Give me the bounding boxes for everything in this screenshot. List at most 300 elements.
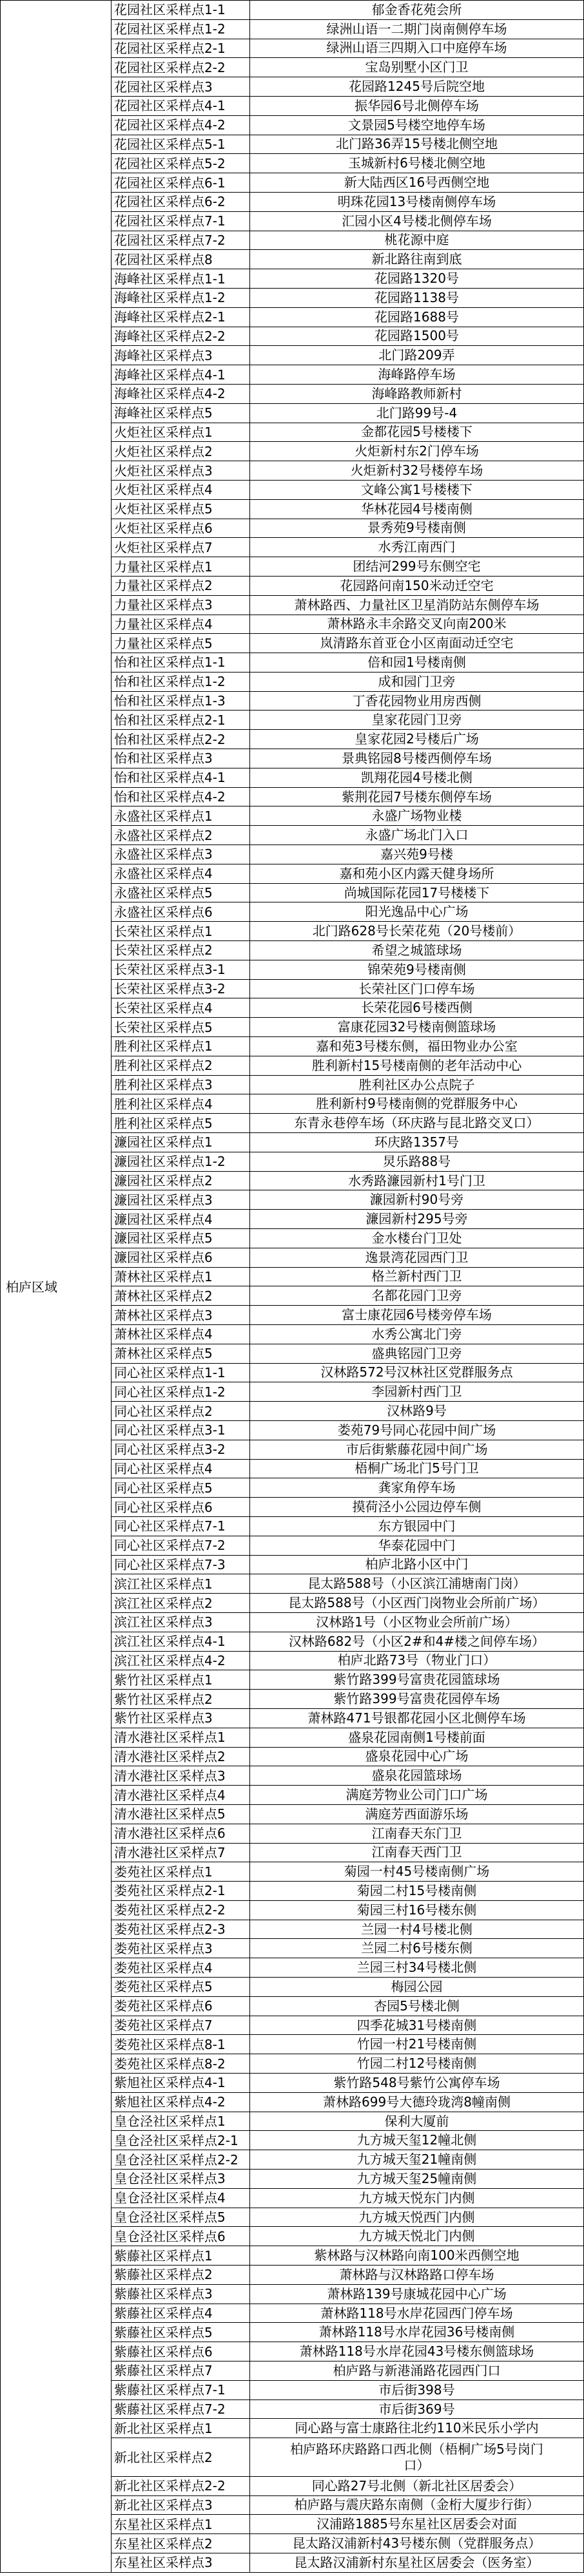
- sampling-location: [250, 308, 584, 327]
- sampling-point-name: 胜利社区采样点4: [112, 1094, 250, 1113]
- sampling-point-name: 娄苑社区采样点7: [112, 2016, 250, 2035]
- sampling-point-name: 紫藤社区采样点6: [112, 2342, 250, 2361]
- table-row: [112, 788, 584, 807]
- sampling-location-text: 九方城天玺25幢南侧: [356, 2170, 477, 2186]
- table-row: [112, 1613, 584, 1632]
- sampling-point-name: 娄苑社区采样点6: [112, 1997, 250, 2016]
- sampling-location: [250, 2361, 584, 2380]
- table-row: [112, 1939, 584, 1958]
- sampling-location: [250, 749, 584, 768]
- sampling-location: [250, 1037, 584, 1056]
- table-row: [112, 941, 584, 960]
- table-row: [112, 1766, 584, 1786]
- sampling-point-name: 滨江社区采样点1: [112, 1574, 250, 1593]
- table-row: [112, 1344, 584, 1364]
- sampling-location-text: 菊园二村15号楼南侧: [356, 1882, 477, 1898]
- table-row: [112, 1862, 584, 1882]
- sampling-location: [250, 2438, 584, 2476]
- sampling-point-name: 同心社区采样点2: [112, 1402, 250, 1420]
- table-row: [112, 1670, 584, 1690]
- sampling-location: [250, 1382, 584, 1401]
- table-row: [112, 2285, 584, 2304]
- sampling-location: [250, 385, 584, 403]
- sampling-location: [250, 557, 584, 576]
- sampling-point-name: 濂园社区采样点3: [112, 1190, 250, 1209]
- sampling-location-text: 嘉和苑小区内露天健身场所: [339, 865, 494, 881]
- sampling-location-text: 水秀路濂园新村1号门卫: [348, 1172, 485, 1188]
- table-row: [112, 1652, 584, 1671]
- table-row: [112, 2496, 584, 2515]
- sampling-point-name: 同心社区采样点1-1: [112, 1364, 250, 1382]
- table-row: [112, 519, 584, 539]
- sampling-location-text: 绿洲山语三四期入口中庭停车场: [326, 40, 507, 56]
- table-row: [112, 1056, 584, 1076]
- sampling-location: [250, 423, 584, 442]
- sampling-point-name: 花园社区采样点5-2: [112, 154, 250, 173]
- sampling-point-name: 娄苑社区采样点8-1: [112, 2035, 250, 2054]
- sampling-location-text: 同心路27号北侧（新北社区居委会）: [311, 2477, 522, 2494]
- table-row: [112, 2477, 584, 2496]
- sampling-point-name: 同心社区采样点3-1: [112, 1421, 250, 1440]
- sampling-point-name: 永盛社区采样点6: [112, 902, 250, 921]
- sampling-point-name: 长荣社区采样点4: [112, 998, 250, 1017]
- sampling-location-text: 满庭芳西面游乐场: [365, 1806, 469, 1822]
- sampling-location-text: 水秀江南西门: [378, 539, 456, 555]
- sampling-location-text: 市后街紫藤花园中间广场: [346, 1441, 488, 1457]
- sampling-location: [250, 1882, 584, 1900]
- sampling-location: [250, 1728, 584, 1747]
- sampling-point-name: 胜利社区采样点5: [112, 1114, 250, 1132]
- table-row: [112, 1364, 584, 1383]
- sampling-point-name: 萧林社区采样点1: [112, 1268, 250, 1286]
- sampling-point-name: 长荣社区采样点5: [112, 1018, 250, 1036]
- sampling-location: [250, 1325, 584, 1344]
- table-row: [112, 577, 584, 596]
- sampling-location-text: 炅乐路88号: [382, 1153, 451, 1169]
- sampling-location: [250, 538, 584, 557]
- sampling-location-text: 丁香花园物业用房西侧: [352, 692, 482, 709]
- table-row: [112, 615, 584, 634]
- sampling-location: [250, 346, 584, 365]
- sampling-location: [250, 2112, 584, 2131]
- sampling-point-name: 同心社区采样点7-3: [112, 1556, 250, 1574]
- sampling-location-text: 水秀公寓北门旁: [371, 1326, 462, 1342]
- sampling-location: [250, 1670, 584, 1689]
- sampling-point-name: 同心社区采样点1-2: [112, 1382, 250, 1401]
- sampling-location: [250, 1613, 584, 1632]
- sampling-location: [250, 864, 584, 883]
- sampling-point-name: 皇仓泾社区采样点3: [112, 2170, 250, 2188]
- sampling-location-text: 盛泉花园中心广场: [365, 1748, 469, 1764]
- sampling-location-text: 九方城天悦西门内侧: [358, 2209, 475, 2225]
- sampling-location-text: 摸荷泾小公园边停车侧: [352, 1499, 482, 1515]
- table-row: [112, 692, 584, 711]
- table-row: [112, 173, 584, 193]
- sampling-location-text: 娄苑79号同心花园中间广场: [337, 1422, 496, 1438]
- sampling-location-text: 振华园6号北侧停车场: [355, 97, 479, 113]
- sampling-point-name: 长荣社区采样点1: [112, 922, 250, 940]
- sampling-location: [250, 289, 584, 307]
- sampling-point-name: 长荣社区采样点3-2: [112, 980, 250, 998]
- sampling-location-text: 皇家花园门卫旁: [371, 712, 462, 728]
- sampling-point-name: 怡和社区采样点2-2: [112, 730, 250, 749]
- table-row: [112, 749, 584, 768]
- sampling-location: [250, 1862, 584, 1881]
- sampling-point-name: 紫藤社区采样点2: [112, 2266, 250, 2284]
- table-row: [112, 346, 584, 365]
- sampling-point-name: 紫藤社区采样点3: [112, 2285, 250, 2304]
- sampling-location: [250, 577, 584, 595]
- sampling-point-name: 海峰社区采样点3: [112, 346, 250, 365]
- sampling-location: [250, 922, 584, 940]
- sampling-location-text: 萧林路与汉林路路口停车场: [339, 2266, 494, 2282]
- sampling-location-text: 长荣花园6号楼西侧: [361, 1000, 472, 1016]
- sampling-location: [250, 2170, 584, 2188]
- sampling-location-text: 萧林路118号水岸花园36号楼南侧: [318, 2324, 515, 2340]
- table-row: [112, 308, 584, 327]
- sampling-location: [250, 1152, 584, 1171]
- sampling-location-text: 成和园门卫旁: [378, 673, 456, 689]
- sampling-point-name: 花园社区采样点1-1: [112, 1, 250, 19]
- sampling-location: [250, 768, 584, 787]
- table-row: [112, 2170, 584, 2189]
- table-row: [112, 845, 584, 864]
- table-row: [112, 2342, 584, 2361]
- table-row: [112, 423, 584, 443]
- sampling-point-name: 濂园社区采样点1-2: [112, 1152, 250, 1171]
- sampling-point-name: 娄苑社区采样点3: [112, 1939, 250, 1958]
- sampling-location-text: 昆太路588号（小区西门岗物业会所前广场）: [288, 1595, 545, 1611]
- sampling-point-name: 清水港社区采样点2: [112, 1748, 250, 1766]
- sampling-location-text: 四季花城31号楼南侧: [356, 2017, 477, 2033]
- sampling-point-name: 娄苑社区采样点1: [112, 1862, 250, 1881]
- sampling-location: [250, 116, 584, 135]
- sampling-location-text: 富士康花园6号楼旁停车场: [342, 1307, 492, 1323]
- sampling-location: [250, 1172, 584, 1190]
- sampling-point-name: 娄苑社区采样点2-1: [112, 1882, 250, 1900]
- sampling-location: [250, 1844, 584, 1862]
- sampling-point-name: 花园社区采样点3: [112, 77, 250, 96]
- sampling-location: [250, 1210, 584, 1228]
- sampling-location: [250, 902, 584, 921]
- sampling-location: [250, 154, 584, 173]
- sampling-location-text: 兰园三村34号楼北侧: [356, 1960, 477, 1976]
- sampling-point-name: 火炬社区采样点4: [112, 481, 250, 499]
- sampling-point-name: 萧林社区采样点5: [112, 1344, 250, 1363]
- sampling-location: [250, 960, 584, 979]
- sampling-location: [250, 1248, 584, 1267]
- sampling-location-text: 花园路1688号: [375, 309, 459, 325]
- table-row: [112, 1882, 584, 1901]
- sampling-location-text: 紫竹路548号紫竹公寓停车场: [333, 2074, 500, 2090]
- sampling-point-name: 滨江社区采样点4-2: [112, 1652, 250, 1670]
- table-row: [112, 2112, 584, 2132]
- table-row: [112, 1382, 584, 1402]
- sampling-location-text: 华林花园4号楼南侧: [361, 501, 472, 517]
- sampling-location-text: 柏庐北路73号（物业门口）: [337, 1652, 496, 1668]
- sampling-point-name: 力量社区采样点5: [112, 634, 250, 653]
- sampling-point-name: 皇仓泾社区采样点1: [112, 2112, 250, 2131]
- sampling-location-text: 富康花园32号楼南侧篮球场: [337, 1019, 496, 1035]
- sampling-location-text: 北门路628号长荣花苑（20号楼前）: [312, 923, 521, 939]
- sampling-point-name: 花园社区采样点2-1: [112, 39, 250, 58]
- sampling-location: [250, 173, 584, 192]
- sampling-point-name: 花园社区采样点2-2: [112, 58, 250, 77]
- sampling-point-name: 怡和社区采样点1-1: [112, 653, 250, 672]
- sampling-location: [250, 2342, 584, 2361]
- sampling-location-text: 胜利新村9号楼南侧的党群服务中心: [316, 1096, 518, 1112]
- sampling-location-text: 岚清路东首亚仓小区南面动迁空宅: [320, 635, 514, 651]
- table-row: [112, 1172, 584, 1191]
- sampling-point-name: 火炬社区采样点3: [112, 461, 250, 480]
- table-row: [112, 922, 584, 941]
- sampling-location: [250, 1478, 584, 1497]
- table-row: [112, 250, 584, 269]
- sampling-location: [250, 2381, 584, 2399]
- sampling-location: [250, 1133, 584, 1152]
- sampling-point-name: 东星社区采样点1: [112, 2515, 250, 2533]
- sampling-location-text: 东方银园中门: [378, 1518, 456, 1534]
- sampling-location-text: 梧桐广场北门5号门卫: [355, 1460, 479, 1476]
- sampling-location: [250, 1306, 584, 1324]
- sampling-location-text: 格兰新村西门卫: [371, 1268, 462, 1284]
- sampling-location-text: 萧林路118号水岸花园43号楼东侧篮球场: [299, 2343, 534, 2360]
- sampling-location-text: 永盛广场北门入口: [365, 827, 469, 843]
- sampling-location-text: 名都花园门卫旁: [371, 1288, 462, 1304]
- table-row: [112, 1, 584, 20]
- sampling-location-text: 菊园一村45号楼南侧广场: [344, 1864, 490, 1880]
- sampling-point-name: 同心社区采样点6: [112, 1498, 250, 1516]
- table-row: [112, 1901, 584, 1920]
- sampling-location: [250, 1056, 584, 1075]
- sampling-location: [250, 1901, 584, 1920]
- sampling-point-name: 皇仓泾社区采样点6: [112, 2227, 250, 2246]
- sampling-location: [250, 1460, 584, 1478]
- sampling-location-text: 胜利社区办公点院子: [358, 1076, 475, 1092]
- sampling-location-text: 盛典铭园门卫旁: [371, 1345, 462, 1361]
- sampling-location: [250, 1786, 584, 1804]
- sampling-location: [250, 1556, 584, 1574]
- sampling-location: [250, 634, 584, 653]
- table-row: [112, 135, 584, 155]
- table-row: [112, 1978, 584, 1997]
- sampling-point-name: 花园社区采样点8: [112, 250, 250, 269]
- sampling-location: [250, 1978, 584, 1996]
- sampling-location-text: 濂园新村90号旁: [369, 1192, 464, 1208]
- sampling-location: [250, 1652, 584, 1670]
- sampling-location: [250, 77, 584, 96]
- region-cell: [1, 1, 112, 2573]
- table-row: [112, 442, 584, 461]
- sampling-point-name: 娄苑社区采样点2-2: [112, 1901, 250, 1920]
- table-row: [112, 385, 584, 404]
- sampling-point-name: 永盛社区采样点4: [112, 864, 250, 883]
- sampling-location: [250, 673, 584, 691]
- sampling-point-name: 濂园社区采样点6: [112, 1248, 250, 1267]
- table-row: [112, 1306, 584, 1325]
- sampling-point-name: 永盛社区采样点3: [112, 845, 250, 864]
- sampling-point-name: 娄苑社区采样点2-3: [112, 1920, 250, 1939]
- table-row: [112, 2438, 584, 2477]
- sampling-location: [250, 884, 584, 902]
- sampling-location-text: 萧林路118号水岸花园西门停车场: [320, 2305, 513, 2321]
- sampling-location-text: 柏庐北路小区中门: [365, 1556, 469, 1572]
- sampling-location: [250, 1440, 584, 1459]
- sampling-point-name: 火炬社区采样点7: [112, 538, 250, 557]
- sampling-location-text: 江南春天西门卫: [371, 1844, 462, 1860]
- table-row: [112, 673, 584, 692]
- sampling-location-text: 团结河299号东侧空宅: [353, 558, 481, 574]
- sampling-location-text: 海峰路停车场: [378, 367, 456, 383]
- sampling-location: [250, 1421, 584, 1440]
- sampling-location: [250, 1632, 584, 1651]
- sampling-point-name: 怡和社区采样点1-3: [112, 692, 250, 711]
- region-label: 柏庐区域: [6, 1279, 57, 1295]
- sampling-location-text: 郁金香花苑会所: [371, 1, 462, 17]
- table-row: [112, 2515, 584, 2534]
- sampling-point-name: 皇仓泾社区采样点5: [112, 2208, 250, 2227]
- sampling-point-name: 永盛社区采样点5: [112, 884, 250, 902]
- sampling-point-name: 紫藤社区采样点5: [112, 2323, 250, 2342]
- table-row: [112, 2400, 584, 2419]
- sampling-location: [250, 615, 584, 634]
- table-row: [112, 500, 584, 519]
- sampling-point-name: 濂园社区采样点5: [112, 1229, 250, 1248]
- sampling-location: [250, 1018, 584, 1036]
- table-row: [112, 1786, 584, 1805]
- sampling-point-name: 火炬社区采样点6: [112, 519, 250, 538]
- table-row: [112, 39, 584, 59]
- sampling-location-text: 锦荣苑9号楼南侧: [367, 961, 466, 977]
- sampling-location-text: 龚家角停车场: [378, 1480, 456, 1496]
- sampling-location: [250, 2534, 584, 2553]
- sampling-location-text: 胜利新村15号楼南侧的老年活动中心: [311, 1057, 522, 1073]
- table-row: [112, 116, 584, 135]
- sampling-point-name: 清水港社区采样点3: [112, 1766, 250, 1785]
- sampling-location: [250, 1076, 584, 1094]
- sampling-location: [250, 1, 584, 19]
- table-row: [112, 730, 584, 749]
- sampling-point-name: 萧林社区采样点4: [112, 1325, 250, 1344]
- sampling-location-text: 火炬新村东2门停车场: [355, 443, 479, 459]
- table-row: [112, 884, 584, 903]
- sampling-location: [250, 1920, 584, 1939]
- sampling-location-text: 紫竹路399号富贵花园停车场: [333, 1691, 500, 1707]
- sampling-point-name: 紫藤社区采样点7-1: [112, 2381, 250, 2399]
- table-row: [112, 1632, 584, 1652]
- sampling-location-text: 九方城天悦北门内侧: [358, 2228, 475, 2244]
- sampling-location: [250, 1594, 584, 1612]
- table-row: [112, 212, 584, 231]
- sampling-location-text: 菊园三村16号楼东侧: [356, 1902, 477, 1918]
- table-row: [112, 1421, 584, 1440]
- table-row: [112, 58, 584, 77]
- sampling-location-text: 昆太路汉浦新村东星社区居委会（医务室）: [294, 2554, 540, 2570]
- table-row: [112, 2074, 584, 2093]
- sampling-point-name: 火炬社区采样点5: [112, 500, 250, 519]
- sampling-point-name: 紫竹社区采样点3: [112, 1709, 250, 1728]
- sampling-location: [250, 442, 584, 461]
- sampling-location: [250, 231, 584, 250]
- table-row: [112, 864, 584, 884]
- sampling-location: [250, 1190, 584, 1209]
- sampling-point-name: 紫藤社区采样点7-2: [112, 2400, 250, 2419]
- sampling-point-name: 濂园社区采样点4: [112, 1210, 250, 1228]
- table-row: [112, 1268, 584, 1287]
- sampling-location: [250, 2419, 584, 2438]
- table-row: [112, 2189, 584, 2208]
- sampling-location-text: 紫林路与汉林路向南100米西侧空地: [314, 2247, 520, 2264]
- sampling-location: [250, 481, 584, 499]
- sampling-point-name: 花园社区采样点6-1: [112, 173, 250, 192]
- sampling-location: [250, 404, 584, 423]
- table-row: [112, 1133, 584, 1152]
- sampling-location: [250, 788, 584, 806]
- sampling-location: [250, 2227, 584, 2246]
- sampling-point-name: 紫藤社区采样点4: [112, 2304, 250, 2323]
- sampling-point-name: 皇仓泾社区采样点4: [112, 2189, 250, 2208]
- sampling-location-text: 金都花园5号楼楼下: [361, 424, 472, 440]
- sampling-location-text: 花园路1138号: [375, 289, 459, 305]
- sampling-location-text: 萧林路西、力量社区卫星消防站东侧停车场: [294, 596, 540, 613]
- table-row: [112, 998, 584, 1018]
- table-row: [112, 1037, 584, 1056]
- table-row: [112, 1286, 584, 1306]
- sampling-point-name: 萧林社区采样点2: [112, 1286, 250, 1305]
- sampling-location-text: 汉浦路1885号东星社区居委会对面: [316, 2516, 517, 2532]
- sampling-location: [250, 1229, 584, 1248]
- sampling-location-text: 逸景湾花园西门卫: [365, 1249, 469, 1265]
- sampling-location: [250, 2515, 584, 2533]
- sampling-location: [250, 2074, 584, 2092]
- sampling-point-name: 娄苑社区采样点8-2: [112, 2054, 250, 2073]
- sampling-point-name: 滨江社区采样点2: [112, 1594, 250, 1612]
- sampling-location-text: 火炬新村32号楼停车场: [350, 463, 483, 479]
- sampling-point-name: 同心社区采样点4: [112, 1460, 250, 1478]
- table-row: [112, 634, 584, 653]
- sampling-location-text: 花园路1245号后院空地: [349, 79, 485, 95]
- table-row: [112, 1094, 584, 1114]
- table-row: [112, 1728, 584, 1748]
- sampling-location-text: 新北路往南到底: [371, 251, 462, 267]
- sampling-location-text: 嘉兴苑9号楼: [380, 846, 453, 862]
- sampling-location: [250, 2477, 584, 2495]
- sampling-location: [250, 1498, 584, 1516]
- table-row: [112, 1805, 584, 1824]
- table-row: [112, 77, 584, 97]
- sampling-location-text: 柏庐路环庆路路口西北侧（梧桐广场5号岗门口）: [290, 2441, 543, 2473]
- sampling-point-name: 紫旭社区采样点4-2: [112, 2093, 250, 2112]
- table-row: [112, 1498, 584, 1517]
- table-row: [112, 1997, 584, 2016]
- sampling-location: [250, 692, 584, 711]
- sampling-location-text: 花园路1500号: [375, 328, 459, 344]
- table-row: [112, 1076, 584, 1095]
- sampling-point-name: 火炬社区采样点2: [112, 442, 250, 461]
- sampling-location: [250, 250, 584, 269]
- table-row: [112, 1844, 584, 1863]
- sampling-point-name: 新北社区采样点2-2: [112, 2477, 250, 2495]
- sampling-location: [250, 2208, 584, 2227]
- sampling-location-text: 盛泉花园南侧1号楼前面: [348, 1729, 485, 1745]
- sampling-location-text: 文景园5号楼空地停车场: [348, 117, 485, 133]
- table-row: [112, 711, 584, 730]
- sampling-location: [250, 711, 584, 729]
- sampling-location-text: 九方城天玺21幢南侧: [356, 2151, 477, 2168]
- sampling-location: [250, 1997, 584, 2016]
- sampling-location-text: 竹园一村21号楼南侧: [356, 2036, 477, 2052]
- sampling-location: [250, 1402, 584, 1420]
